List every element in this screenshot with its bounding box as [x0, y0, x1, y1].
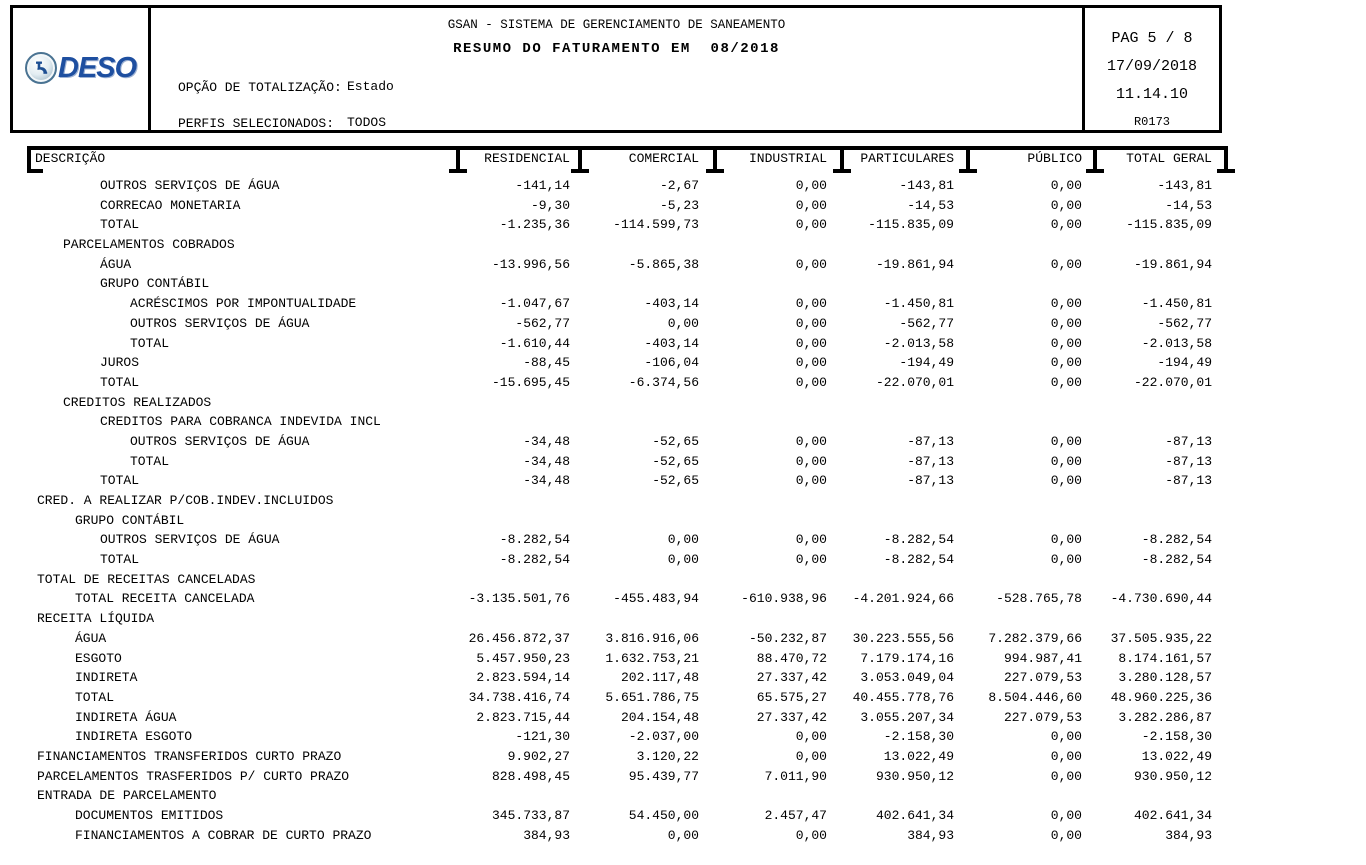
row-description: TOTAL DE RECEITAS CANCELADAS — [37, 571, 256, 587]
row-value: 0,00 — [795, 453, 827, 469]
row-value: 0,00 — [795, 433, 827, 449]
row-value: -9,30 — [530, 197, 570, 213]
table-row — [0, 589, 1366, 609]
row-description: PARCELAMENTOS TRASFERIDOS P/ CURTO PRAZO — [37, 768, 350, 784]
row-description: INDIRETA ÁGUA — [75, 709, 177, 725]
row-value: 930.950,12 — [875, 768, 954, 784]
row-value: 5.651.786,75 — [605, 689, 699, 705]
row-value: 13.022,49 — [1141, 748, 1212, 764]
row-value: 27.337,42 — [756, 709, 827, 725]
table-row — [0, 274, 1366, 294]
row-value: -562,77 — [899, 315, 954, 331]
row-value: 2.457,47 — [764, 808, 827, 823]
row-description: INDIRETA — [75, 670, 138, 686]
table-row — [0, 786, 1366, 806]
table-row — [0, 432, 1366, 452]
row-value: 7.282.379,66 — [988, 630, 1082, 646]
row-description: TOTAL RECEITA CANCELADA — [75, 591, 255, 607]
row-description: ESGOTO — [75, 650, 122, 666]
row-value: -115.835,09 — [1126, 217, 1212, 233]
row-value: 0,00 — [795, 315, 827, 331]
row-value: 3.053.049,04 — [860, 670, 954, 686]
row-value: -114.599,73 — [613, 217, 699, 233]
row-value: 27.337,42 — [756, 670, 827, 686]
row-value: 0,00 — [1050, 178, 1082, 193]
row-value: 0,00 — [1050, 374, 1082, 390]
row-value: 0,00 — [667, 532, 699, 548]
row-value: 402.641,34 — [875, 808, 954, 823]
page-number: PAG 5 / 8 — [1111, 30, 1193, 47]
column-header-residencial: RESIDENCIAL — [484, 151, 570, 166]
column-header-total-geral: TOTAL GERAL — [1126, 151, 1212, 166]
report-code: R0173 — [1133, 115, 1170, 129]
report-time: 11.14.10 — [1115, 86, 1188, 103]
totalization-value: Estado — [347, 79, 394, 94]
table-row — [0, 393, 1366, 413]
table-row — [0, 649, 1366, 669]
row-description: OUTROS SERVIÇOS DE ÁGUA — [100, 532, 280, 548]
row-value: 227.079,53 — [1003, 709, 1082, 725]
row-description: TOTAL — [100, 552, 140, 568]
row-value: 95.439,77 — [628, 768, 699, 784]
table-row — [0, 255, 1366, 275]
row-value: 0,00 — [795, 335, 827, 351]
row-value: 3.280.128,57 — [1118, 670, 1212, 686]
table-row — [0, 550, 1366, 570]
row-value: -8.282,54 — [1141, 532, 1212, 548]
column-separator — [1224, 146, 1228, 169]
row-value: 0,00 — [795, 473, 827, 489]
row-description: GRUPO CONTÁBIL — [100, 276, 210, 292]
column-separator-foot — [571, 169, 589, 173]
column-separator — [27, 146, 31, 169]
row-value: 0,00 — [1050, 453, 1082, 469]
table-row — [0, 452, 1366, 472]
column-header-particulares: PARTICULARES — [860, 151, 954, 166]
row-value: 0,00 — [1050, 315, 1082, 331]
row-value: 30.223.555,56 — [852, 630, 954, 646]
row-value: 26.456.872,37 — [468, 630, 570, 646]
row-value: 8.174.161,57 — [1118, 650, 1212, 666]
row-description: TOTAL — [100, 217, 140, 233]
table-row — [0, 806, 1366, 826]
row-value: 3.055.207,34 — [860, 709, 954, 725]
table-row — [0, 570, 1366, 590]
table-row — [0, 668, 1366, 688]
row-value: 2.823.594,14 — [476, 670, 570, 686]
row-description: ÁGUA — [100, 256, 132, 272]
row-value: 0,00 — [667, 827, 699, 843]
row-value: -14,53 — [907, 197, 954, 213]
table-header-top-border — [27, 146, 1228, 150]
row-value: -87,13 — [1165, 473, 1212, 489]
row-value: -5.865,38 — [628, 256, 699, 272]
row-value: -87,13 — [907, 473, 954, 489]
column-separator-foot — [959, 169, 977, 173]
profiles-value: TODOS — [347, 115, 387, 130]
row-value: 402.641,34 — [1133, 808, 1212, 823]
row-value: 227.079,53 — [1003, 670, 1082, 686]
row-value: -5,23 — [659, 197, 699, 213]
row-value: 0,00 — [795, 748, 827, 764]
row-value: 828.498,45 — [491, 768, 570, 784]
row-value: 0,00 — [1050, 197, 1082, 213]
row-description: OUTROS SERVIÇOS DE ÁGUA — [130, 433, 310, 449]
row-value: -34,48 — [523, 473, 570, 489]
row-value: 0,00 — [1050, 256, 1082, 272]
row-value: -6.374,56 — [628, 374, 699, 390]
row-value: 0,00 — [795, 729, 827, 745]
row-value: -1.610,44 — [499, 335, 570, 351]
row-value: 1.632.753,21 — [605, 650, 699, 666]
row-value: 0,00 — [1050, 355, 1082, 371]
table-row — [0, 412, 1366, 432]
row-description: CORRECAO MONETARIA — [100, 197, 241, 213]
table-header — [0, 0, 1366, 176]
row-value: -8.282,54 — [1141, 552, 1212, 568]
row-value: 0,00 — [1050, 552, 1082, 568]
row-value: 0,00 — [795, 217, 827, 233]
row-value: 3.282.286,87 — [1118, 709, 1212, 725]
row-value: -143,81 — [1157, 178, 1212, 193]
row-description: CRED. A REALIZAR P/COB.INDEV.INCLUIDOS — [37, 493, 334, 508]
table-row — [0, 196, 1366, 216]
row-value: -143,81 — [899, 178, 954, 193]
row-value: 0,00 — [1050, 296, 1082, 312]
row-value: 994.987,41 — [1003, 650, 1082, 666]
row-description: FINANCIAMENTOS TRANSFERIDOS CURTO PRAZO — [37, 748, 342, 764]
table-row — [0, 294, 1366, 314]
row-value: -4.201.924,66 — [852, 591, 954, 607]
row-value: -8.282,54 — [499, 552, 570, 568]
row-value: -88,45 — [523, 355, 570, 371]
column-header-comercial: COMERCIAL — [628, 151, 699, 166]
table-row — [0, 373, 1366, 393]
column-separator — [1093, 146, 1097, 169]
column-header-descricao: DESCRIÇÃO — [35, 151, 106, 166]
row-value: 345.733,87 — [491, 808, 570, 823]
row-value: 37.505.935,22 — [1110, 630, 1212, 646]
row-description: OUTROS SERVIÇOS DE ÁGUA — [100, 178, 280, 193]
row-value: -194,49 — [1157, 355, 1212, 371]
row-value: -19.861,94 — [875, 256, 954, 272]
table-row — [0, 727, 1366, 747]
row-description: TOTAL — [100, 473, 140, 489]
row-value: 0,00 — [1050, 217, 1082, 233]
row-value: -52,65 — [652, 473, 699, 489]
row-value: 65.575,27 — [756, 689, 827, 705]
row-value: 0,00 — [795, 197, 827, 213]
row-value: -562,77 — [515, 315, 570, 331]
row-value: 0,00 — [1050, 729, 1082, 745]
row-description: DOCUMENTOS EMITIDOS — [75, 808, 224, 823]
row-value: -15.695,45 — [491, 374, 570, 390]
row-value: 88.470,72 — [756, 650, 827, 666]
column-separator — [966, 146, 970, 169]
row-description: CREDITOS REALIZADOS — [63, 394, 212, 410]
row-value: -13.996,56 — [491, 256, 570, 272]
row-value: 384,93 — [1165, 827, 1212, 843]
row-value: -121,30 — [515, 729, 570, 745]
row-description: TOTAL — [130, 335, 170, 351]
row-value: -2.158,30 — [1141, 729, 1212, 745]
row-description: PARCELAMENTOS COBRADOS — [63, 237, 235, 253]
row-description: JUROS — [100, 355, 140, 371]
row-value: -3.135.501,76 — [468, 591, 570, 607]
row-value: 0,00 — [667, 552, 699, 568]
row-value: 0,00 — [1050, 473, 1082, 489]
row-value: 0,00 — [1050, 433, 1082, 449]
table-row — [0, 530, 1366, 550]
row-description: CREDITOS PARA COBRANCA INDEVIDA INCL — [100, 414, 381, 430]
row-value: -22.070,01 — [1133, 374, 1212, 390]
row-value: 8.504.446,60 — [988, 689, 1082, 705]
row-value: -455.483,94 — [613, 591, 699, 607]
row-description: TOTAL — [75, 689, 115, 705]
row-value: 0,00 — [1050, 808, 1082, 823]
column-separator-foot — [1086, 169, 1104, 173]
column-separator-foot — [449, 169, 467, 173]
row-description: TOTAL — [130, 453, 170, 469]
row-value: 384,93 — [907, 827, 954, 843]
column-separator — [578, 146, 582, 169]
row-value: 7.179.174,16 — [860, 650, 954, 666]
row-value: -52,65 — [652, 453, 699, 469]
row-value: 0,00 — [795, 296, 827, 312]
totalization-label: OPÇÃO DE TOTALIZAÇÃO: — [178, 80, 342, 95]
row-value: -8.282,54 — [499, 532, 570, 548]
row-description: ACRÉSCIMOS POR IMPONTUALIDADE — [130, 296, 357, 312]
column-separator — [713, 146, 717, 169]
row-value: 7.011,90 — [764, 768, 827, 784]
row-value: 0,00 — [795, 552, 827, 568]
deso-logo-text: DESO — [58, 51, 137, 84]
row-value: -8.282,54 — [883, 552, 954, 568]
table-row — [0, 747, 1366, 767]
row-value: -87,13 — [907, 433, 954, 449]
row-value: 3.120,22 — [636, 748, 699, 764]
row-value: -87,13 — [1165, 433, 1212, 449]
row-value: -141,14 — [515, 178, 570, 193]
row-value: 0,00 — [795, 178, 827, 193]
row-value: 9.902,27 — [507, 748, 570, 764]
row-value: -562,77 — [1157, 315, 1212, 331]
row-value: 0,00 — [667, 315, 699, 331]
row-value: -87,13 — [907, 453, 954, 469]
row-value: -19.861,94 — [1133, 256, 1212, 272]
table-row — [0, 334, 1366, 354]
table-row — [0, 609, 1366, 629]
row-value: 0,00 — [1050, 748, 1082, 764]
row-value: -2.037,00 — [628, 729, 699, 745]
row-value: -50.232,87 — [748, 630, 827, 646]
row-value: -1.450,81 — [1141, 296, 1212, 312]
row-value: 54.450,00 — [628, 808, 699, 823]
row-value: 0,00 — [1050, 532, 1082, 548]
row-value: 5.457.950,23 — [476, 650, 570, 666]
row-value: -87,13 — [1165, 453, 1212, 469]
row-value: 13.022,49 — [883, 748, 954, 764]
row-value: -52,65 — [652, 433, 699, 449]
table-row — [0, 511, 1366, 531]
row-value: 48.960.225,36 — [1110, 689, 1212, 705]
row-value: 384,93 — [523, 827, 570, 843]
row-description: GRUPO CONTÁBIL — [75, 512, 185, 528]
row-value: 40.455.778,76 — [852, 689, 954, 705]
report-title: RESUMO DO FATURAMENTO EM 08/2018 — [453, 41, 780, 57]
row-value: 930.950,12 — [1133, 768, 1212, 784]
report-date: 17/09/2018 — [1106, 58, 1197, 75]
row-value: 204.154,48 — [620, 709, 699, 725]
row-value: -403,14 — [644, 296, 699, 312]
column-separator-foot — [833, 169, 851, 173]
row-value: -194,49 — [899, 355, 954, 371]
row-value: -115.835,09 — [868, 217, 954, 233]
row-value: 202.117,48 — [620, 670, 699, 686]
row-value: 0,00 — [795, 532, 827, 548]
column-separator-foot — [706, 169, 724, 173]
row-value: -610.938,96 — [741, 591, 827, 607]
row-value: 3.816.916,06 — [605, 630, 699, 646]
row-value: 0,00 — [795, 256, 827, 272]
table-row — [0, 491, 1366, 511]
row-description: FINANCIAMENTOS A COBRAR DE CURTO PRAZO — [75, 827, 372, 843]
row-description: ENTRADA DE PARCELAMENTO — [37, 788, 217, 804]
row-value: 0,00 — [795, 827, 827, 843]
row-value: 0,00 — [795, 355, 827, 371]
table-row — [0, 314, 1366, 334]
table-row — [0, 767, 1366, 787]
row-value: -2.013,58 — [1141, 335, 1212, 351]
table-row — [0, 688, 1366, 708]
row-value: 2.823.715,44 — [476, 709, 570, 725]
table-row — [0, 235, 1366, 255]
row-value: -34,48 — [523, 433, 570, 449]
profiles-label: PERFIS SELECIONADOS: — [178, 116, 335, 131]
table-row — [0, 826, 1366, 846]
row-value: -2,67 — [659, 178, 699, 193]
row-value: 0,00 — [795, 374, 827, 390]
row-value: 0,00 — [1050, 768, 1082, 784]
table-row — [0, 215, 1366, 235]
row-value: -8.282,54 — [883, 532, 954, 548]
table-row — [0, 353, 1366, 373]
row-description: TOTAL — [100, 374, 140, 390]
row-value: -22.070,01 — [875, 374, 954, 390]
report-table-body — [0, 176, 1366, 845]
row-value: 0,00 — [1050, 827, 1082, 843]
row-value: 0,00 — [1050, 335, 1082, 351]
column-header-publico: PÚBLICO — [1027, 151, 1082, 166]
table-row — [0, 708, 1366, 728]
row-value: -1.450,81 — [883, 296, 954, 312]
row-value: -106,04 — [644, 355, 699, 371]
column-separator-foot — [1217, 169, 1235, 173]
row-value: -2.158,30 — [883, 729, 954, 745]
row-value: -403,14 — [644, 335, 699, 351]
row-value: -34,48 — [523, 453, 570, 469]
row-description: OUTROS SERVIÇOS DE ÁGUA — [130, 315, 310, 331]
table-row — [0, 471, 1366, 491]
table-row — [0, 176, 1366, 196]
system-title: GSAN - SISTEMA DE GERENCIAMENTO DE SANEAMENTO — [447, 18, 786, 32]
row-value: -528.765,78 — [996, 591, 1082, 607]
row-value: -1.047,67 — [499, 296, 570, 312]
row-description: ÁGUA — [75, 630, 107, 646]
row-value: -2.013,58 — [883, 335, 954, 351]
row-description: RECEITA LÍQUIDA — [37, 611, 155, 627]
column-separator — [840, 146, 844, 169]
row-description: INDIRETA ESGOTO — [75, 729, 193, 745]
table-row — [0, 629, 1366, 649]
row-value: -14,53 — [1165, 197, 1212, 213]
row-value: 34.738.416,74 — [468, 689, 570, 705]
row-value: -4.730.690,44 — [1110, 591, 1212, 607]
column-separator-foot — [27, 169, 43, 173]
row-value: -1.235,36 — [499, 217, 570, 233]
column-separator — [456, 146, 460, 169]
column-header-industrial: INDUSTRIAL — [748, 151, 827, 166]
